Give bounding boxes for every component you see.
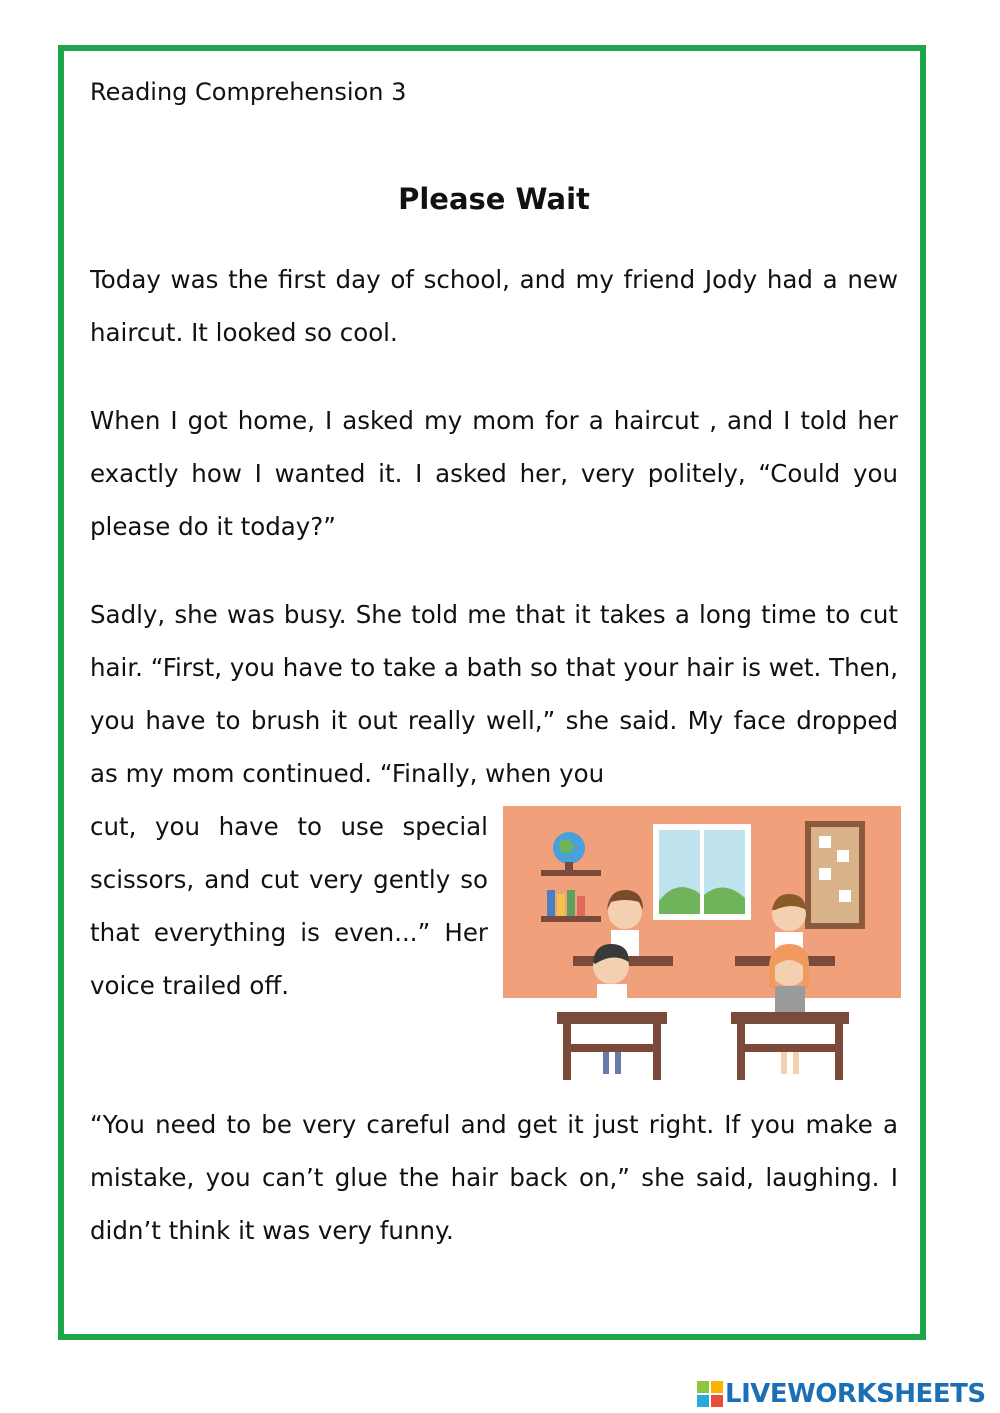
story-title: Please Wait <box>398 182 590 216</box>
liveworksheets-watermark <box>697 1378 986 1410</box>
classroom-illustration <box>503 806 901 1082</box>
paragraph-2: When I got home, I asked my mom for a haircut , and I told her exactly how I wanted it. I asked her, very politely, “Could you please do it today?” <box>90 406 898 541</box>
paragraph-3: Sadly, she was busy. She told me that it takes a long time to cut hair. “First, you have to take a bath so that your hair is wet. Then, you have to brush it out really well,” she said. My face dropped as my mom continued. “Finally, when you <box>90 600 898 788</box>
paragraph-3-continued: cut, you have to use special scissors, and cut very gently so that everything is even...” Her voice trailed off. <box>90 812 488 1000</box>
paragraph-4: “You need to be very careful and get it just right. If you make a mistake, you can’t glue the hair back on,” she said, laughing. I didn’t think it was very funny. <box>90 1110 898 1245</box>
watermark-text: LIVEWORKSHEETS <box>725 1379 986 1409</box>
paragraph-1: Today was the first day of school, and my friend Jody had a new haircut. It looked so cool. <box>90 265 898 347</box>
liveworksheets-logo-icon <box>697 1381 723 1407</box>
worksheet-label: Reading Comprehension 3 <box>90 78 407 106</box>
